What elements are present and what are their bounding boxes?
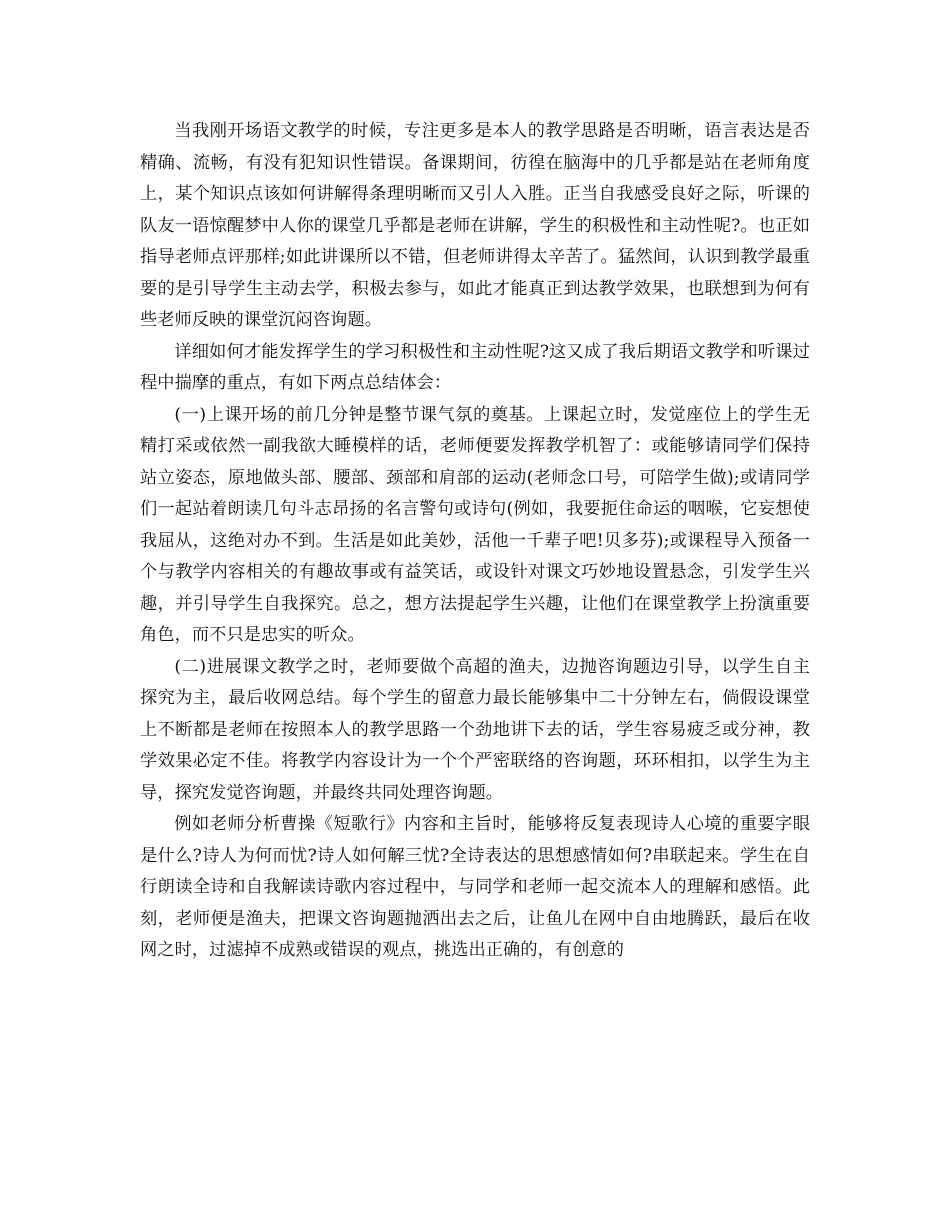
paragraph-1: 当我刚开场语文教学的时候，专注更多是本人的教学思路是否明晰，语言表达是否精确、流畅，有没有犯知识性错误。备课期间，彷徨在脑海中的几乎都是站在老师角度上，某个知识点该如何讲解得条理明晰而又引人入胜。正当自我感受良好之际，听课的队友一语惊醒梦中人你的课堂几乎都是老师在讲解，学生的积极性和主动性呢?。也正如指导老师点评那样;如此讲课所以不错，但老师讲得太辛苦了。猛然间，认识到教学最重要的是引导学生主动去学，积极去参与，如此才能真正到达教学效果，也联想到为何有些老师反映的课堂沉闷咨询题。	[140, 121, 810, 330]
paragraph-4: (二)进展课文教学之时，老师要做个高超的渔夫，边抛咨询题边引导，以学生自主探究为主，最后收网总结。每个学生的留意力最长能够集中二十分钟左右，倘假设课堂上不断都是老师在按照本人的教学思路一个劲地讲下去的话，学生容易疲乏或分神，教学效果必定不佳。将教学内容设计为一个个严密联络的咨询题，环环相扣，以学生为主导，探究发觉咨询题，并最终共同处理咨询题。	[140, 656, 810, 803]
paragraph-2: 详细如何才能发挥学生的学习积极性和主动性呢?这又成了我后期语文教学和听课过程中揣摩的重点，有如下两点总结体会：	[140, 341, 810, 393]
paragraph-5: 例如老师分析曹操《短歌行》内容和主旨时，能够将反复表现诗人心境的重要字眼是什么?诗人为何而忧?诗人如何解三忧?全诗表达的思想感情如何?串联起来。学生在自行朗读全诗和自我解读诗歌内容过程中，与同学和老师一起交流本人的理解和感悟。此刻，老师便是渔夫，把课文咨询题抛洒出去之后，让鱼儿在网中自由地腾跃，最后在收网之时，过滤掉不成熟或错误的观点，挑选出正确的，有创意的	[140, 814, 810, 960]
paragraph-3: (一)上课开场的前几分钟是整节课气氛的奠基。上课起立时，发觉座位上的学生无精打采或依然一副我欲大睡模样的话，老师便要发挥教学机智了：或能够请同学们保持站立姿态，原地做头部、腰部、颈部和肩部的运动(老师念口号，可陪学生做);或请同学们一起站着朗读几句斗志昂扬的名言警句或诗句(例如，我要扼住命运的咽喉，它妄想使我屈从，这绝对办不到。生活是如此美妙，活他一千辈子吧!贝多芬);或课程导入预备一个与教学内容相关的有趣故事或有益笑话，或设针对课文巧妙地设置悬念，引发学生兴趣，并引导学生自我探究。总之，想方法提起学生兴趣，让他们在课堂教学上扮演重要角色，而不只是忠实的听众。	[140, 404, 810, 645]
